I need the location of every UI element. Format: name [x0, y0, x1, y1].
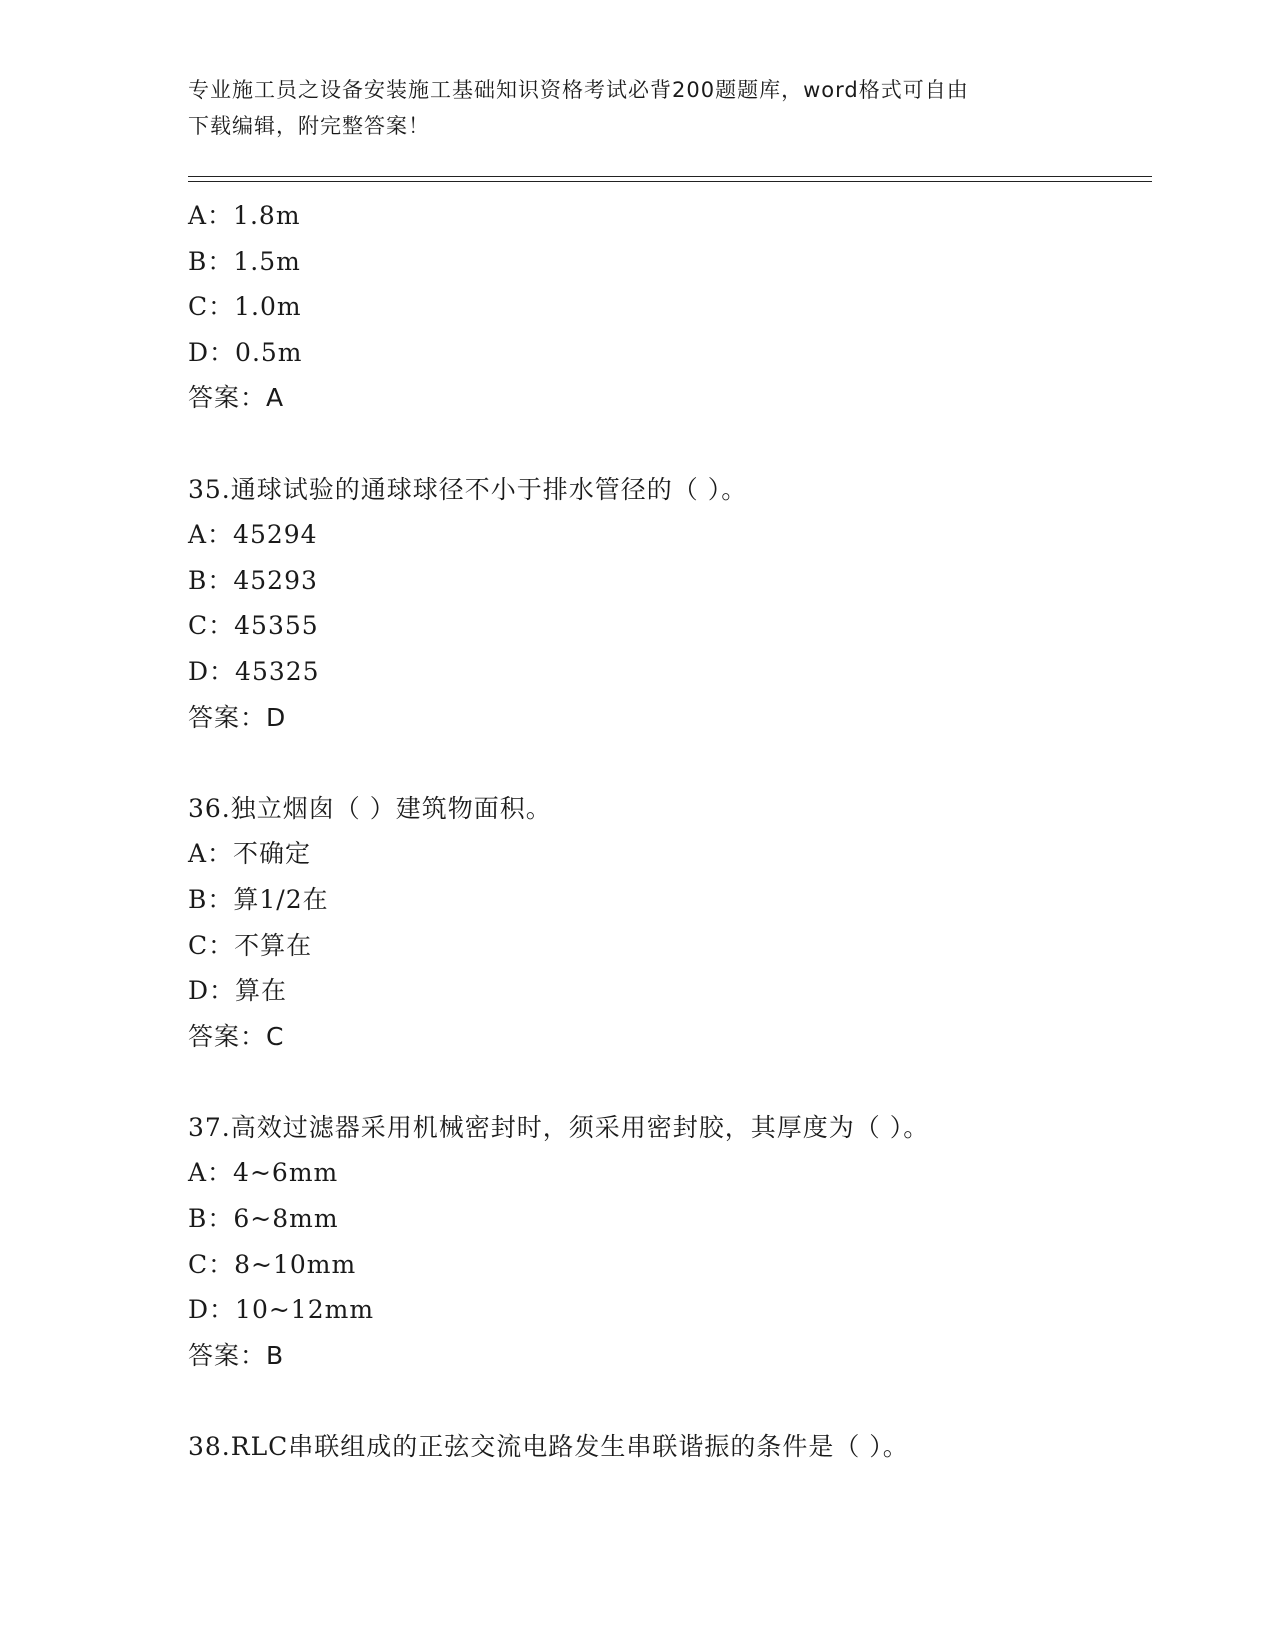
answer-line: 答案：A: [188, 383, 285, 413]
question-block: [188, 786, 1152, 1060]
option-d: D：算在: [188, 976, 288, 1006]
header-divider-top: [188, 176, 1152, 177]
option-b: B：6~8mm: [188, 1204, 339, 1234]
option-a: A：1.8m: [188, 201, 301, 230]
question-block: [188, 193, 1152, 421]
answer-line: 答案：C: [188, 1021, 285, 1051]
option-c: C：不算在: [188, 930, 313, 960]
answer-line: 答案：B: [188, 1340, 285, 1370]
header-line-1: 专业施工员之设备安装施工基础知识资格考试必背200题题库，word格式可自由: [188, 78, 969, 102]
question-text: 37.高效过滤器采用机械密封时，须采用密封胶，其厚度为（ ）。: [188, 1112, 930, 1142]
question-text: 38.RLC串联组成的正弦交流电路发生串联谐振的条件是（ ）。: [188, 1432, 909, 1462]
option-b: B：算1/2在: [188, 884, 329, 914]
answer-line: 答案：D: [188, 702, 287, 732]
option-c: C：45355: [188, 611, 319, 641]
option-a: A：不确定: [188, 839, 312, 869]
question-text: 36.独立烟囱（ ）建筑物面积。: [188, 793, 552, 823]
question-list: [188, 193, 1152, 1470]
option-d: D：10~12mm: [188, 1295, 375, 1325]
question-block: [188, 1424, 1152, 1470]
option-b: B：1.5m: [188, 246, 301, 276]
question-text: 35.通球试验的通球球径不小于排水管径的（ ）。: [188, 474, 748, 504]
option-d: D：45325: [188, 656, 320, 686]
option-a: A：45294: [188, 520, 318, 550]
option-b: B：45293: [188, 565, 318, 595]
question-block: [188, 1105, 1152, 1379]
option-d: D：0.5m: [188, 337, 303, 367]
question-block: [188, 467, 1152, 741]
option-c: C：8~10mm: [188, 1249, 357, 1279]
option-a: A：4~6mm: [188, 1158, 339, 1188]
document-header: [188, 72, 1088, 144]
option-c: C：1.0m: [188, 292, 302, 322]
header-line-2: 下载编辑，附完整答案！: [188, 114, 430, 138]
header-divider-bottom: [188, 181, 1152, 182]
